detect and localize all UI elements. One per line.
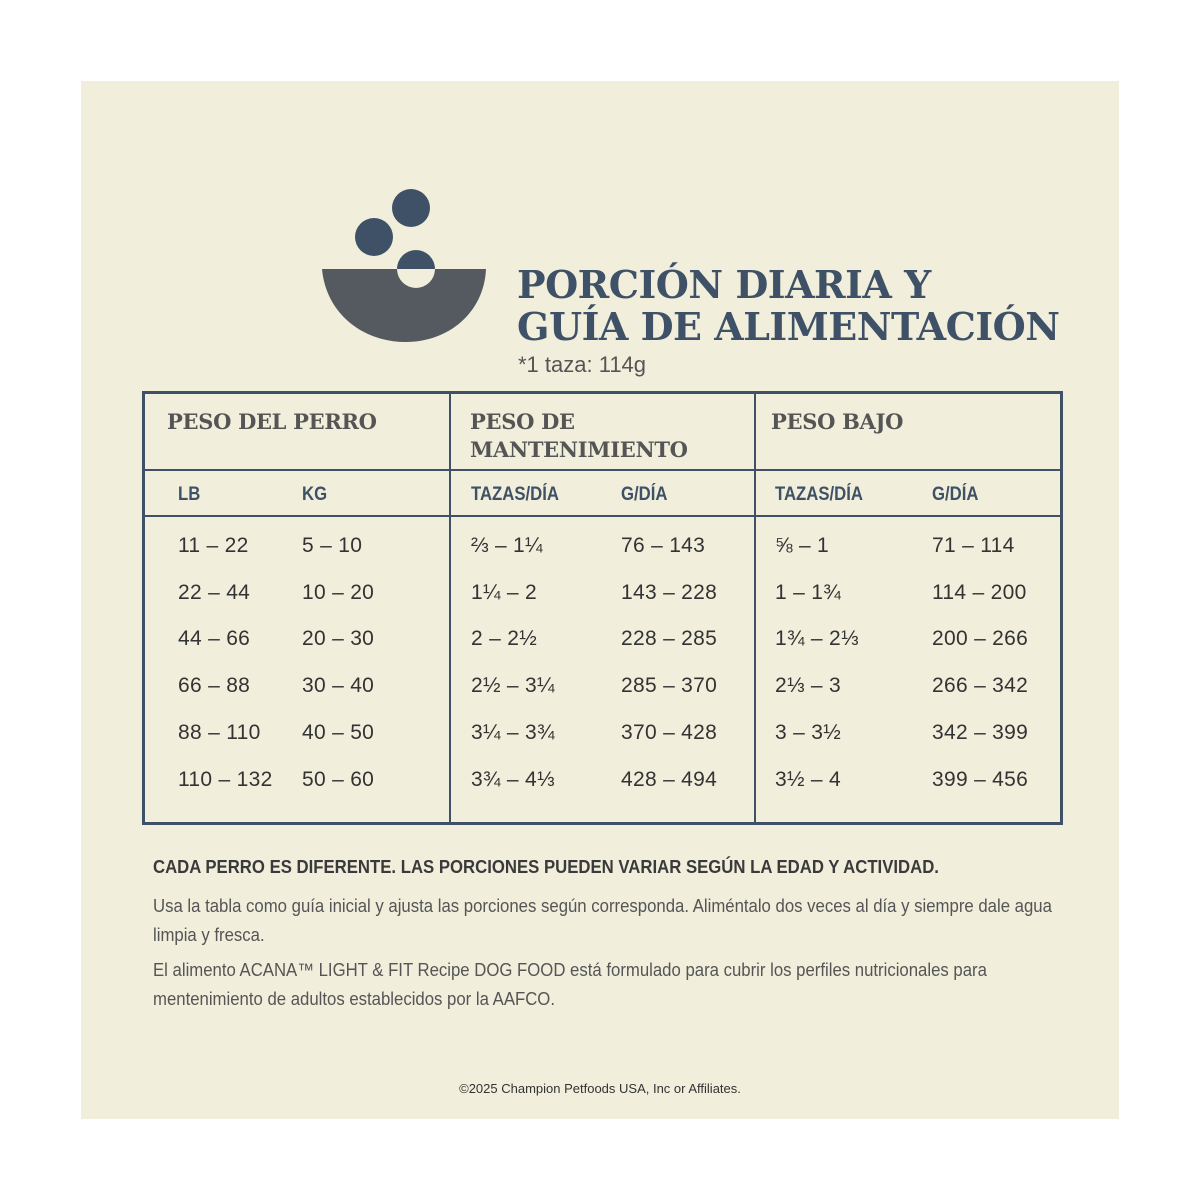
cell-low-cups: 1 – 1¾ <box>775 580 842 604</box>
cell-kg: 50 – 60 <box>302 767 375 791</box>
cell-kg: 20 – 30 <box>302 627 375 651</box>
copyright-footer: ©2025 Champion Petfoods USA, Inc or Affiliates. <box>459 1081 741 1096</box>
group-header-dog-weight: PESO DEL PERRO <box>167 409 377 434</box>
cell-maintenance-grams: 143 – 228 <box>621 580 718 604</box>
cell-kg: 10 – 20 <box>302 580 375 604</box>
feeding-table <box>142 391 1063 825</box>
cell-maintenance-grams: 428 – 494 <box>621 767 718 791</box>
cell-low-grams: 342 – 399 <box>932 720 1029 744</box>
group-header-maintenance-line1: PESO DE <box>470 409 575 434</box>
cell-maintenance-grams: 76 – 143 <box>621 534 706 557</box>
column-header-maintenance-grams: G/DÍA <box>621 484 668 505</box>
group-header-low-weight: PESO BAJO <box>771 409 904 434</box>
cell-lb: 22 – 44 <box>178 580 251 604</box>
cell-lb: 44 – 66 <box>178 627 251 651</box>
cell-maintenance-cups: 2 – 2½ <box>471 627 538 651</box>
title-line-1: PORCIÓN DIARIA Y <box>517 262 931 307</box>
title-line-2: GUÍA DE ALIMENTACIÓN <box>517 304 1060 349</box>
variation-note: CADA PERRO ES DIFERENTE. LAS PORCIONES PUEDEN VARIAR SEGÚN LA EDAD Y ACTIVIDAD. <box>153 857 939 877</box>
usage-paragraph: Usa la tabla como guía inicial y ajusta las porciones según corresponda. Aliméntalo dos veces al día y siempre dale agua limpia y fresca. <box>153 896 1052 945</box>
cell-low-grams: 266 – 342 <box>932 674 1029 698</box>
cell-maintenance-cups: 2½ – 3¼ <box>471 674 555 698</box>
table-divider <box>145 515 1060 517</box>
table-divider <box>145 469 1060 471</box>
cell-lb: 11 – 22 <box>178 534 249 557</box>
column-header-low-grams: G/DÍA <box>932 484 979 505</box>
cell-maintenance-cups: 3¼ – 3¾ <box>471 720 555 744</box>
cell-low-grams: 114 – 200 <box>932 580 1027 604</box>
cell-kg: 40 – 50 <box>302 720 375 744</box>
column-header-low-cups: TAZAS/DÍA <box>775 484 863 505</box>
group-header-maintenance <box>470 408 688 464</box>
cell-low-cups: ⅝ – 1 <box>775 534 830 557</box>
cell-maintenance-cups: ⅔ – 1¼ <box>471 534 543 557</box>
cell-low-cups: 1¾ – 2⅓ <box>775 627 859 651</box>
bowl-with-kibble-icon <box>320 185 490 345</box>
column-header-kg: KG <box>302 484 328 505</box>
cell-lb: 110 – 132 <box>178 767 273 791</box>
cell-low-grams: 399 – 456 <box>932 767 1029 791</box>
cell-low-grams: 71 – 114 <box>932 534 1015 557</box>
group-header-maintenance-line2: MANTENIMIENTO <box>470 437 688 462</box>
cell-low-cups: 2⅓ – 3 <box>775 674 842 698</box>
table-divider <box>449 394 451 822</box>
table-divider <box>754 394 756 822</box>
cell-lb: 66 – 88 <box>178 674 251 698</box>
cell-kg: 5 – 10 <box>302 534 363 557</box>
column-header-lb: LB <box>178 484 201 505</box>
cell-low-grams: 200 – 266 <box>932 627 1029 651</box>
cup-weight-note: *1 taza: 114g <box>518 352 647 377</box>
column-header-maintenance-cups: TAZAS/DÍA <box>471 484 559 505</box>
cell-low-cups: 3½ – 4 <box>775 767 842 791</box>
cell-kg: 30 – 40 <box>302 674 375 698</box>
aafco-paragraph: El alimento ACANA™ LIGHT & FIT Recipe DOG FOOD está formulado para cubrir los perfiles nutricionales para mentenimiento de adultos establecidos por la AAFCO. <box>153 960 987 1009</box>
cell-maintenance-grams: 370 – 428 <box>621 720 718 744</box>
cell-low-cups: 3 – 3½ <box>775 720 842 744</box>
cell-maintenance-grams: 285 – 370 <box>621 674 718 698</box>
cell-lb: 88 – 110 <box>178 720 261 744</box>
cell-maintenance-grams: 228 – 285 <box>621 627 718 651</box>
cell-maintenance-cups: 1¼ – 2 <box>471 580 538 604</box>
page-title <box>517 264 1060 348</box>
cell-maintenance-cups: 3¾ – 4⅓ <box>471 767 555 791</box>
